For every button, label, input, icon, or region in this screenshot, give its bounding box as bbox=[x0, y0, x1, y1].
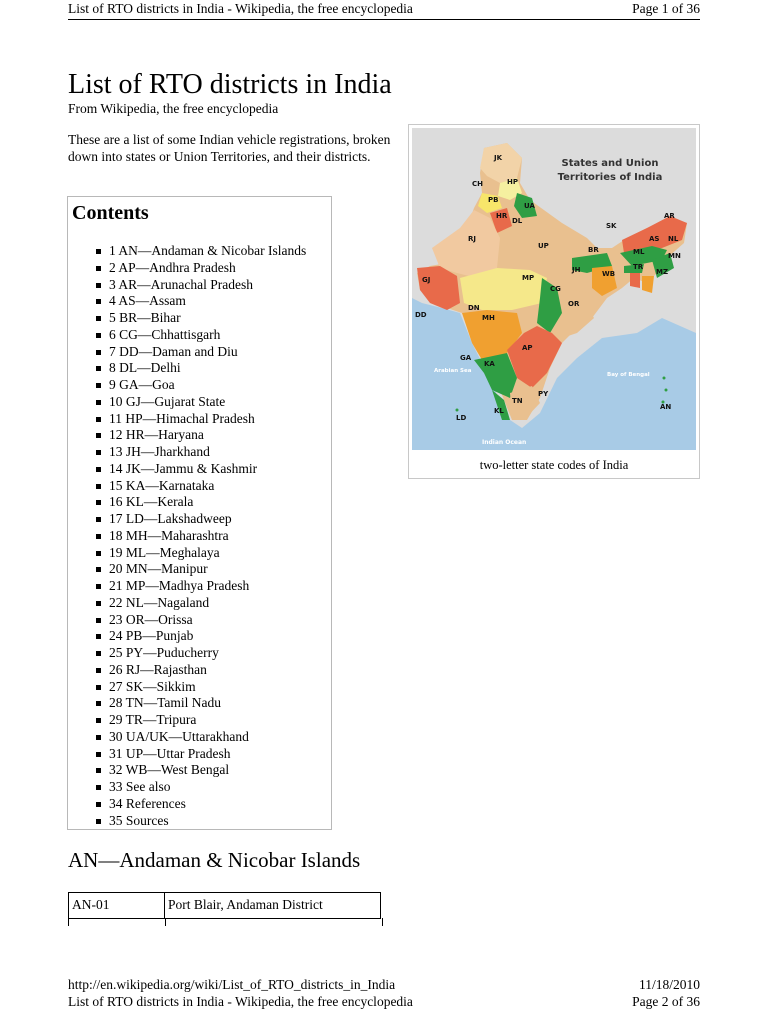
map-code-dd: DD bbox=[415, 311, 427, 319]
toc-item-label[interactable]: 5 BR—Bihar bbox=[109, 310, 181, 325]
toc-item-label[interactable]: 16 KL—Kerala bbox=[109, 494, 194, 510]
toc-item[interactable] bbox=[68, 762, 306, 779]
toc-item-label[interactable]: 29 TR—Tripura bbox=[109, 712, 197, 727]
toc-item[interactable] bbox=[68, 729, 306, 746]
map-code-kl: KL bbox=[494, 407, 504, 415]
map-code-as: AS bbox=[649, 235, 660, 243]
map-code-wb: WB bbox=[602, 270, 616, 278]
toc-item-label[interactable]: 34 References bbox=[109, 795, 186, 811]
bullet-icon bbox=[96, 534, 101, 539]
toc-item-label[interactable]: 27 SK—Sikkim bbox=[109, 678, 196, 694]
map-code-up: UP bbox=[538, 242, 549, 250]
bullet-icon bbox=[96, 517, 101, 522]
toc-item[interactable] bbox=[68, 444, 306, 461]
header-divider bbox=[68, 19, 700, 20]
bullet-icon bbox=[96, 333, 101, 338]
map-heading-line2: Territories of India bbox=[557, 172, 663, 183]
bullet-icon bbox=[96, 685, 101, 690]
toc-item-label[interactable]: 10 GJ—Gujarat State bbox=[109, 393, 226, 409]
map-code-ml: ML bbox=[633, 248, 645, 256]
toc-item-label[interactable]: 26 RJ—Rajasthan bbox=[109, 661, 207, 677]
toc-item-label[interactable]: 3 AR—Arunachal Pradesh bbox=[109, 276, 253, 292]
bullet-icon bbox=[96, 249, 101, 254]
map-code-hr: HR bbox=[496, 212, 508, 220]
toc-item[interactable] bbox=[68, 494, 306, 511]
bullet-icon bbox=[96, 283, 101, 288]
table-continuation bbox=[68, 918, 383, 926]
toc-item[interactable] bbox=[68, 528, 306, 545]
bullet-icon bbox=[96, 350, 101, 355]
toc-item[interactable] bbox=[68, 545, 306, 562]
bullet-icon bbox=[96, 701, 101, 706]
toc-item-label[interactable]: 4 AS—Assam bbox=[109, 293, 186, 309]
toc-item[interactable] bbox=[68, 243, 306, 260]
bullet-icon bbox=[96, 752, 101, 757]
toc-item[interactable] bbox=[68, 427, 306, 444]
map-code-tn: TN bbox=[512, 397, 523, 405]
map-code-mn: MN bbox=[668, 252, 681, 260]
bullet-icon bbox=[96, 735, 101, 740]
toc-item[interactable] bbox=[68, 662, 306, 679]
toc-item-label[interactable]: 21 MP—Madhya Pradesh bbox=[109, 578, 250, 593]
map-code-pb: PB bbox=[488, 196, 499, 204]
rto-district-cell: Port Blair, Andaman District bbox=[165, 893, 381, 919]
bullet-icon bbox=[96, 802, 101, 807]
table-of-contents bbox=[67, 196, 332, 830]
toc-item-label[interactable]: 15 KA—Karnataka bbox=[109, 477, 215, 493]
map-code-gj: GJ bbox=[422, 276, 431, 284]
bullet-icon bbox=[96, 567, 101, 572]
toc-item-label[interactable]: 28 TN—Tamil Nadu bbox=[109, 695, 222, 711]
bullet-icon bbox=[96, 299, 101, 304]
toc-item-label[interactable]: 25 PY—Puducherry bbox=[109, 645, 219, 660]
toc-item-label[interactable]: 24 PB—Punjab bbox=[109, 628, 194, 644]
map-code-nl: NL bbox=[668, 235, 679, 243]
toc-item-label[interactable]: 2 AP—Andhra Pradesh bbox=[109, 259, 236, 275]
toc-item-label[interactable]: 23 OR—Orissa bbox=[109, 611, 193, 627]
bullet-icon bbox=[96, 819, 101, 824]
map-code-rj: RJ bbox=[468, 235, 476, 243]
toc-item[interactable] bbox=[68, 461, 306, 478]
toc-item-label[interactable]: 7 DD—Daman and Diu bbox=[109, 343, 238, 359]
toc-item[interactable] bbox=[68, 411, 306, 428]
toc-item[interactable] bbox=[68, 561, 306, 578]
toc-item[interactable] bbox=[68, 478, 306, 495]
map-code-ua: UA bbox=[524, 202, 535, 210]
toc-item-label[interactable]: 31 UP—Uttar Pradesh bbox=[109, 745, 231, 761]
toc-item-label[interactable]: 6 CG—Chhattisgarh bbox=[109, 326, 221, 342]
toc-item[interactable] bbox=[68, 377, 306, 394]
bullet-icon bbox=[96, 618, 101, 623]
map-figure bbox=[408, 124, 700, 479]
toc-item-label[interactable]: 9 GA—Goa bbox=[109, 377, 175, 392]
map-code-dl: DL bbox=[512, 217, 523, 225]
map-label-indian-ocean: Indian Ocean bbox=[482, 439, 527, 446]
toc-item-label[interactable]: 30 UA/UK—Uttarakhand bbox=[109, 728, 249, 744]
toc-item-label[interactable]: 11 HP—Himachal Pradesh bbox=[109, 410, 255, 426]
map-heading-line1: States and Union bbox=[561, 158, 659, 169]
print-footer-date: 11/18/2010 bbox=[638, 977, 700, 992]
map-code-mz: MZ bbox=[656, 268, 669, 276]
bullet-icon bbox=[96, 500, 101, 505]
map-code-cg: CG bbox=[550, 285, 561, 293]
toc-item-label[interactable]: 12 HR—Haryana bbox=[109, 427, 204, 443]
toc-item-label[interactable]: 17 LD—Lakshadweep bbox=[109, 511, 232, 526]
toc-item[interactable] bbox=[68, 779, 306, 796]
toc-item-label[interactable]: 32 WB—West Bengal bbox=[109, 762, 230, 778]
bullet-icon bbox=[96, 768, 101, 773]
toc-item[interactable] bbox=[68, 645, 306, 662]
toc-item[interactable] bbox=[68, 293, 306, 310]
toc-item[interactable] bbox=[68, 796, 306, 813]
map-code-ap: AP bbox=[522, 344, 533, 352]
print-footer-page: Page 2 of 36 bbox=[632, 994, 700, 1009]
india-states-map-image bbox=[412, 128, 696, 450]
toc-item[interactable] bbox=[68, 695, 306, 712]
bullet-icon bbox=[96, 467, 101, 472]
map-code-mh: MH bbox=[482, 314, 495, 322]
toc-item[interactable] bbox=[68, 394, 306, 411]
toc-item[interactable] bbox=[68, 612, 306, 629]
intro-paragraph: These are a list of some Indian vehicle registrations, broken down into states or Union Territories, and their districts. bbox=[68, 132, 391, 164]
bullet-icon bbox=[96, 450, 101, 455]
toc-item-label[interactable]: 33 See also bbox=[109, 779, 171, 794]
bullet-icon bbox=[96, 634, 101, 639]
bullet-icon bbox=[96, 417, 101, 422]
toc-item-label[interactable]: 18 MH—Maharashtra bbox=[109, 527, 229, 543]
toc-list bbox=[68, 243, 306, 829]
toc-item[interactable] bbox=[68, 327, 306, 344]
page-title: List of RTO districts in India bbox=[68, 69, 392, 100]
map-code-br: BR bbox=[588, 246, 599, 254]
toc-item[interactable] bbox=[68, 277, 306, 294]
toc-item[interactable] bbox=[68, 746, 306, 763]
map-code-ar: AR bbox=[664, 212, 675, 220]
bullet-icon bbox=[96, 366, 101, 371]
table-row bbox=[69, 893, 381, 919]
map-code-tr: TR bbox=[633, 263, 644, 271]
map-label-bay-of-bengal: Bay of Bengal bbox=[607, 372, 650, 378]
map-code-py: PY bbox=[538, 390, 549, 398]
rto-table bbox=[68, 892, 381, 919]
bullet-icon bbox=[96, 785, 101, 790]
toc-item[interactable] bbox=[68, 260, 306, 277]
print-footer-url: http://en.wikipedia.org/wiki/List_of_RTO_districts_in_India bbox=[68, 977, 396, 992]
toc-item-label[interactable]: 20 MN—Manipur bbox=[109, 561, 208, 577]
toc-item-label[interactable]: 8 DL—Delhi bbox=[109, 360, 181, 376]
page-subtitle: From Wikipedia, the free encyclopedia bbox=[68, 101, 279, 116]
section-heading: AN—Andaman & Nicobar Islands bbox=[68, 848, 361, 872]
map-caption: two-letter state codes of India bbox=[479, 458, 629, 472]
toc-item-label[interactable]: 13 JH—Jharkhand bbox=[109, 444, 210, 459]
bullet-icon bbox=[96, 718, 101, 723]
map-code-mp: MP bbox=[522, 274, 535, 282]
toc-item-label[interactable]: 35 Sources bbox=[109, 812, 169, 828]
toc-item-label[interactable]: 22 NL—Nagaland bbox=[109, 594, 210, 610]
map-code-ka: KA bbox=[484, 360, 495, 368]
bullet-icon bbox=[96, 551, 101, 556]
toc-item[interactable] bbox=[68, 344, 306, 361]
bullet-icon bbox=[96, 383, 101, 388]
toc-item[interactable] bbox=[68, 628, 306, 645]
map-code-jk: JK bbox=[494, 154, 503, 162]
toc-item[interactable] bbox=[68, 360, 306, 377]
map-code-dn: DN bbox=[468, 304, 480, 312]
bullet-icon bbox=[96, 316, 101, 321]
toc-item-label[interactable]: 14 JK—Jammu & Kashmir bbox=[109, 460, 258, 476]
map-label-arabian-sea: Arabian Sea bbox=[434, 368, 472, 374]
bullet-icon bbox=[96, 668, 101, 673]
map-code-sk: SK bbox=[606, 222, 617, 230]
map-code-ld: LD bbox=[456, 414, 467, 422]
bullet-icon bbox=[96, 266, 101, 271]
toc-item[interactable] bbox=[68, 310, 306, 327]
map-code-jh: JH bbox=[572, 266, 581, 274]
print-footer-title: List of RTO districts in India - Wikipedia, the free encyclopedia bbox=[68, 994, 413, 1009]
map-code-hp: HP bbox=[507, 178, 518, 186]
toc-item-label[interactable]: 1 AN—Andaman & Nicobar Islands bbox=[109, 243, 307, 258]
bullet-icon bbox=[96, 601, 101, 606]
toc-item[interactable] bbox=[68, 813, 306, 830]
toc-item[interactable] bbox=[68, 511, 306, 528]
bullet-icon bbox=[96, 400, 101, 405]
bullet-icon bbox=[96, 484, 101, 489]
toc-title: Contents bbox=[72, 202, 149, 224]
toc-item[interactable] bbox=[68, 595, 306, 612]
bullet-icon bbox=[96, 433, 101, 438]
print-header-page: Page 1 of 36 bbox=[632, 1, 700, 16]
map-code-or: OR bbox=[568, 300, 580, 308]
map-code-ga: GA bbox=[460, 354, 472, 362]
map-code-ch: CH bbox=[472, 180, 483, 188]
rto-code-cell: AN-01 bbox=[69, 893, 165, 919]
print-header-title: List of RTO districts in India - Wikipedia, the free encyclopedia bbox=[68, 1, 413, 16]
toc-item[interactable] bbox=[68, 578, 306, 595]
toc-item-label[interactable]: 19 ML—Meghalaya bbox=[109, 544, 220, 560]
bullet-icon bbox=[96, 651, 101, 656]
bullet-icon bbox=[96, 584, 101, 589]
toc-item[interactable] bbox=[68, 712, 306, 729]
toc-item[interactable] bbox=[68, 679, 306, 696]
map-code-an: AN bbox=[660, 403, 672, 411]
